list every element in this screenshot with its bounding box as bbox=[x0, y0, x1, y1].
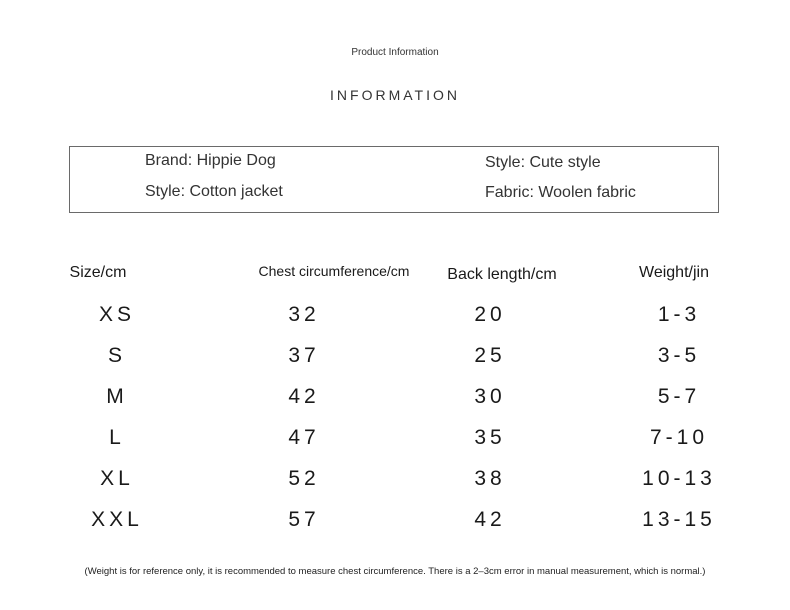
footnote: (Weight is for reference only, it is recommended to measure chest circumference. There is a 2–3cm error in manual measurement, which is normal.) bbox=[84, 566, 706, 577]
table-row bbox=[0, 303, 790, 344]
page-subtitle: Product Information bbox=[351, 47, 439, 58]
table-row bbox=[0, 508, 790, 549]
table-row bbox=[0, 385, 790, 426]
cell-size: L bbox=[109, 426, 125, 449]
cell-back-length: 30 bbox=[474, 385, 506, 408]
header-weight: Weight/jin bbox=[639, 264, 709, 281]
header-size: Size/cm bbox=[69, 264, 127, 281]
style-text-cute: Style: Cute style bbox=[485, 154, 601, 171]
page-title: INFORMATION bbox=[330, 87, 460, 103]
cell-chest: 42 bbox=[288, 385, 320, 408]
cell-size: XS bbox=[98, 303, 135, 326]
cell-weight: 10-13 bbox=[642, 467, 716, 490]
cell-back-length: 20 bbox=[474, 303, 506, 326]
cell-weight: 3-5 bbox=[657, 344, 701, 367]
header-chest: Chest circumference/cm bbox=[258, 263, 410, 279]
cell-size: XXL bbox=[91, 508, 143, 531]
cell-back-length: 35 bbox=[474, 426, 506, 449]
table-row bbox=[0, 467, 790, 508]
table-row bbox=[0, 426, 790, 467]
cell-chest: 57 bbox=[288, 508, 320, 531]
cell-chest: 52 bbox=[288, 467, 320, 490]
cell-back-length: 38 bbox=[474, 467, 506, 490]
fabric-text: Fabric: Woolen fabric bbox=[485, 184, 636, 201]
cell-size: S bbox=[107, 344, 126, 367]
cell-weight: 1-3 bbox=[657, 303, 701, 326]
cell-back-length: 25 bbox=[474, 344, 506, 367]
cell-chest: 37 bbox=[288, 344, 320, 367]
style-text-cotton: Style: Cotton jacket bbox=[145, 183, 283, 200]
cell-size: XL bbox=[100, 467, 134, 490]
cell-weight: 13-15 bbox=[642, 508, 716, 531]
product-info-box bbox=[69, 146, 719, 213]
table-row bbox=[0, 344, 790, 385]
cell-size: M bbox=[106, 385, 128, 408]
header-back-length: Back length/cm bbox=[447, 266, 557, 283]
cell-weight: 7-10 bbox=[649, 426, 709, 449]
cell-chest: 47 bbox=[288, 426, 320, 449]
cell-weight: 5-7 bbox=[657, 385, 701, 408]
cell-back-length: 42 bbox=[474, 508, 506, 531]
brand-text: Brand: Hippie Dog bbox=[145, 152, 276, 169]
cell-chest: 32 bbox=[288, 303, 320, 326]
size-table bbox=[0, 303, 790, 549]
